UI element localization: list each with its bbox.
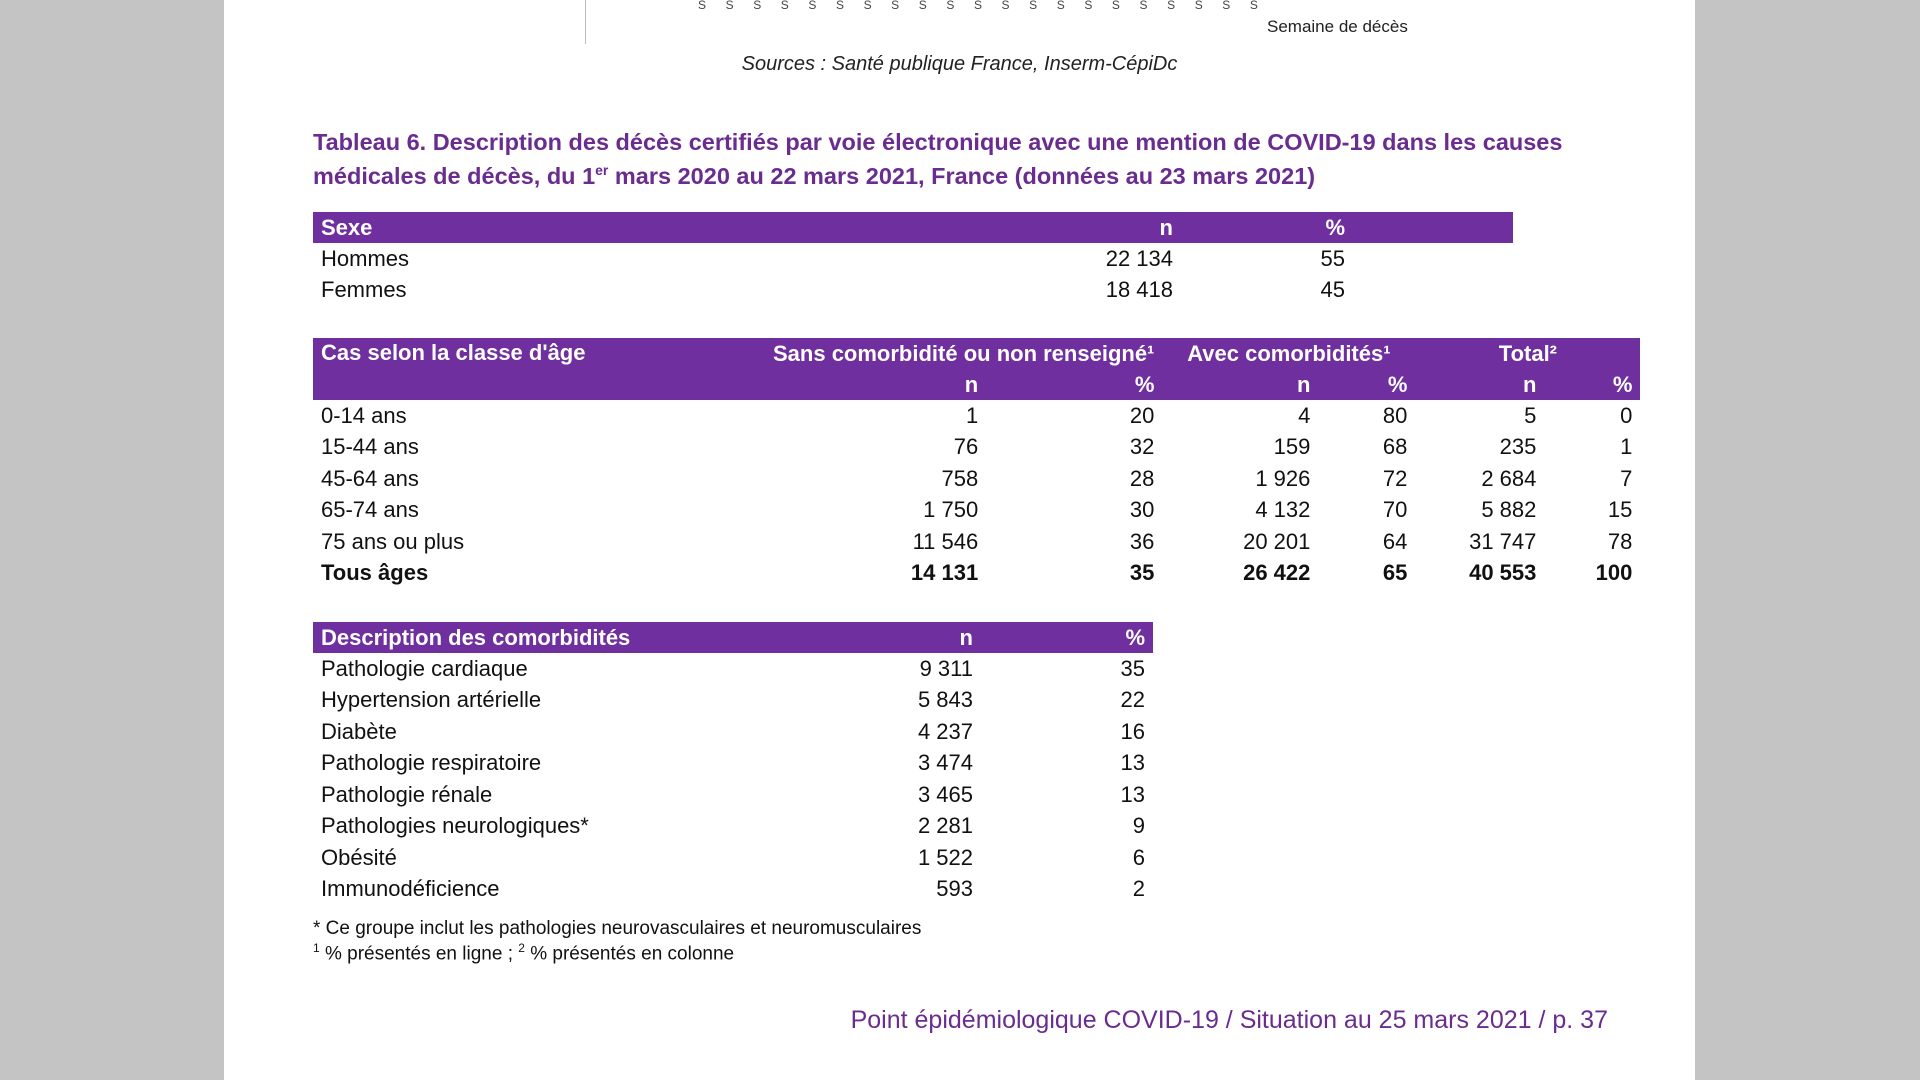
chart-x-tick-label: S: [918, 0, 927, 10]
table-row: [313, 526, 1640, 558]
age-row-n: 11 546: [912, 528, 979, 554]
age-sub-header-pct: %: [1544, 369, 1640, 400]
age-row-pct: 35: [1129, 560, 1155, 586]
comorb-row-pct: 6: [1132, 844, 1145, 870]
table-row: [313, 243, 1513, 275]
chart-x-tick-label: S: [1029, 0, 1038, 10]
age-header-label: Cas selon la classe d'âge: [313, 338, 765, 400]
age-row-n: 14 131: [910, 560, 979, 586]
chart-x-axis-label: Semaine de décès: [1267, 17, 1408, 36]
age-row-pct: 32: [1129, 434, 1155, 460]
comorb-row-pct: 2: [1132, 876, 1145, 902]
chart-x-tick-label: S: [1222, 0, 1231, 10]
comorb-row-label: Hypertension artérielle: [321, 687, 542, 713]
comorbidity-table: [313, 622, 1153, 905]
age-row-pct: 68: [1382, 434, 1408, 460]
sexe-header-pct: %: [1181, 212, 1353, 243]
comorb-row-label: Pathologies neurologiques*: [321, 813, 589, 839]
sexe-row-label: Hommes: [321, 245, 410, 271]
table-row: [313, 653, 1153, 685]
comorb-header-n: n: [765, 622, 981, 653]
age-table: [313, 338, 1640, 589]
age-row-n: 235: [1499, 434, 1537, 460]
sexe-table-header: [313, 212, 1513, 243]
footnote-2-text-b: % présentés en colonne: [524, 943, 735, 965]
comorb-row-label: Diabète: [321, 718, 397, 744]
age-group-header-sans: Sans comorbidité ou non renseigné¹: [765, 338, 1162, 369]
age-row-pct: 20: [1129, 402, 1155, 428]
age-row-pct: 100: [1595, 560, 1633, 586]
age-row-n: 1 926: [1255, 465, 1311, 491]
age-row-n: 4 132: [1255, 497, 1311, 523]
comorb-header-pct: %: [981, 622, 1153, 653]
chart-fragment: [585, 0, 1585, 44]
comorb-row-label: Obésité: [321, 844, 397, 870]
comorb-row-pct: 22: [1120, 687, 1145, 713]
chart-x-tick-label: S: [698, 0, 707, 10]
comorb-row-n: 2 281: [917, 813, 973, 839]
table-row: [313, 716, 1153, 748]
age-row-n: 5 882: [1481, 497, 1537, 523]
age-row-n: 1 750: [923, 497, 979, 523]
comorb-row-n: 593: [936, 876, 973, 902]
sexe-row-pct: 55: [1320, 245, 1345, 271]
age-row-n: 31 747: [1469, 528, 1537, 554]
sexe-row-spacer: [1353, 243, 1513, 275]
table-title-sup: er: [595, 162, 609, 178]
age-table-group-header: [313, 338, 1640, 369]
age-row-label: 0-14 ans: [321, 402, 407, 428]
age-row-pct: 36: [1129, 528, 1155, 554]
chart-x-tick-label: S: [753, 0, 762, 10]
sexe-row-n: 18 418: [1105, 277, 1173, 303]
chart-x-tick-label: S: [863, 0, 872, 10]
footnote-2: [313, 941, 734, 965]
figure-sources: Sources : Santé publique France, Inserm-CépiDc: [741, 53, 1178, 75]
age-row-pct: 0: [1620, 402, 1633, 428]
chart-x-tick-label: S: [725, 0, 734, 10]
comorbidity-table-header: [313, 622, 1153, 653]
sexe-row-n: 22 134: [1105, 245, 1173, 271]
age-sub-header-n: n: [1162, 369, 1318, 400]
comorb-row-pct: 35: [1120, 655, 1145, 681]
age-row-label: 45-64 ans: [321, 465, 419, 491]
table-row: [313, 748, 1153, 780]
age-row-n: 26 422: [1243, 560, 1311, 586]
sexe-header-label: Sexe: [313, 212, 965, 243]
comorb-row-n: 5 843: [917, 687, 973, 713]
age-sub-header-pct: %: [986, 369, 1162, 400]
chart-x-tick-label: S: [1111, 0, 1120, 10]
chart-x-tick-label: S: [891, 0, 900, 10]
age-sub-header-n: n: [765, 369, 986, 400]
table-row: [313, 779, 1153, 811]
comorb-row-pct: 13: [1120, 750, 1145, 776]
age-row-n: 20 201: [1243, 528, 1311, 554]
age-row-n: 76: [953, 434, 979, 460]
chart-x-tick-label: S: [1001, 0, 1010, 10]
comorb-row-label: Pathologie rénale: [321, 781, 493, 807]
age-row-pct: 78: [1607, 528, 1633, 554]
age-row-n: 1: [965, 402, 979, 428]
footnote-2-text-a: % présentés en ligne ;: [319, 943, 519, 965]
chart-y-axis-line: [585, 0, 586, 44]
footnote-2-sup1: 1: [313, 941, 320, 955]
table-row: [313, 685, 1153, 717]
document-page: [224, 0, 1695, 1080]
comorb-row-n: 9 311: [919, 655, 973, 681]
comorb-row-label: Pathologie cardiaque: [321, 655, 528, 681]
chart-x-tick-label: S: [1249, 0, 1258, 10]
age-row-n: 159: [1273, 434, 1311, 460]
sexe-row-pct: 45: [1320, 277, 1345, 303]
chart-x-tick-label: S: [946, 0, 955, 10]
table-title-part2: mars 2020 au 22 mars 2021, France (données au 23 mars 2021): [608, 162, 1316, 189]
comorb-row-label: Immunodéficience: [321, 876, 500, 902]
age-row-n: 5: [1524, 402, 1537, 428]
comorb-row-pct: 13: [1120, 781, 1145, 807]
age-row-pct: 65: [1382, 560, 1408, 586]
table-row: [313, 842, 1153, 874]
age-group-header-avec: Avec comorbidités¹: [1162, 338, 1415, 369]
age-row-n: 40 553: [1469, 560, 1537, 586]
sexe-header-spacer: [1353, 212, 1513, 243]
age-row-pct: 30: [1129, 497, 1155, 523]
comorb-row-pct: 9: [1132, 813, 1145, 839]
chart-x-tick-label: S: [808, 0, 817, 10]
age-row-label: Tous âges: [321, 560, 429, 586]
page-footer: Point épidémiologique COVID-19 / Situation au 25 mars 2021 / p. 37: [850, 1006, 1608, 1034]
age-row-pct: 70: [1382, 497, 1408, 523]
age-row-pct: 7: [1620, 465, 1633, 491]
table-row: [313, 275, 1513, 307]
chart-x-tick-label: S: [1194, 0, 1203, 10]
age-row-n: 2 684: [1481, 465, 1537, 491]
chart-x-tick-label: S: [1167, 0, 1176, 10]
table-title: [313, 128, 1633, 190]
sexe-table: [313, 212, 1513, 306]
sexe-header-n: n: [965, 212, 1181, 243]
chart-x-tick-label: S: [1139, 0, 1148, 10]
chart-x-tick-label: S: [1084, 0, 1093, 10]
sexe-row-spacer: [1353, 275, 1513, 307]
footnote-1: * Ce groupe inclut les pathologies neurovasculaires et neuromusculaires: [313, 918, 922, 939]
comorb-row-n: 4 237: [917, 718, 973, 744]
table-row: [313, 495, 1640, 527]
age-row-pct: 80: [1382, 402, 1408, 428]
table-row: [313, 463, 1640, 495]
chart-x-tick-label: S: [835, 0, 844, 10]
sexe-row-label: Femmes: [321, 277, 407, 303]
table-row: [313, 400, 1640, 432]
comorb-row-pct: 16: [1120, 718, 1145, 744]
age-row-label: 75 ans ou plus: [321, 528, 465, 554]
table-title-part1: Tableau 6. Description des décès certifiés par voie électronique avec une mention de COVID-19 dans les causes médicales de décès, du 1: [313, 129, 1563, 189]
comorb-row-label: Pathologie respiratoire: [321, 750, 542, 776]
age-group-header-total: Total²: [1415, 338, 1640, 369]
table-row: [313, 432, 1640, 464]
age-row-n: 4: [1298, 402, 1311, 428]
age-row-pct: 1: [1620, 434, 1633, 460]
comorb-header-label: Description des comorbidités: [313, 622, 765, 653]
age-row-pct: 64: [1382, 528, 1408, 554]
comorb-row-n: 3 474: [917, 750, 973, 776]
comorb-row-n: 3 465: [917, 781, 973, 807]
table-row: [313, 558, 1640, 590]
table-row: [313, 811, 1153, 843]
age-row-pct: 15: [1607, 497, 1633, 523]
comorb-row-n: 1 522: [917, 844, 973, 870]
footnote-2-sup2: 2: [518, 941, 525, 955]
chart-x-tick-label: S: [973, 0, 982, 10]
age-sub-header-n: n: [1415, 369, 1544, 400]
age-row-label: 65-74 ans: [321, 497, 419, 523]
age-row-pct: 72: [1382, 465, 1408, 491]
age-row-label: 15-44 ans: [321, 434, 419, 460]
age-row-pct: 28: [1129, 465, 1155, 491]
chart-x-ticks: [698, 0, 1277, 10]
chart-x-tick-label: S: [1056, 0, 1065, 10]
age-sub-header-pct: %: [1318, 369, 1415, 400]
table-row: [313, 874, 1153, 906]
age-row-n: 758: [941, 465, 979, 491]
chart-x-tick-label: S: [780, 0, 789, 10]
